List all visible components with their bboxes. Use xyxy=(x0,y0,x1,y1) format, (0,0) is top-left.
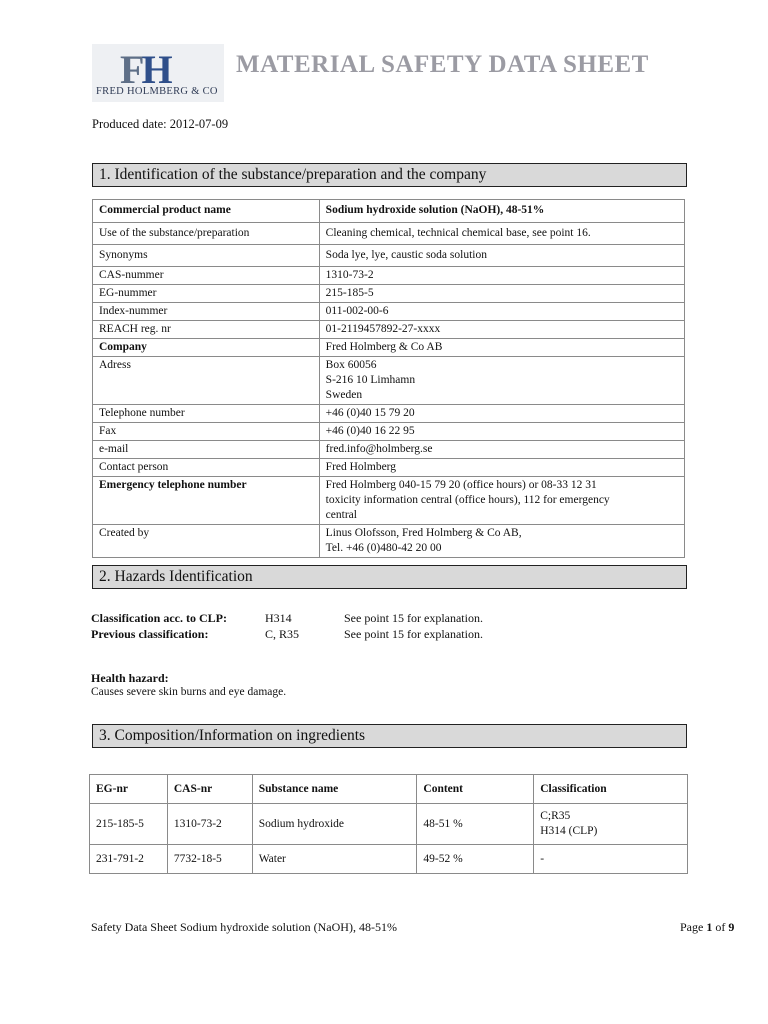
identification-label: Index-nummer xyxy=(93,303,320,321)
composition-row xyxy=(90,804,688,845)
previous-classification-label: Previous classification: xyxy=(91,627,209,641)
composition-header-row xyxy=(90,775,688,804)
identification-label: Fax xyxy=(93,423,320,441)
identification-value: Fred Holmberg & Co AB xyxy=(319,339,684,357)
identification-row xyxy=(93,223,685,245)
identification-row xyxy=(93,339,685,357)
identification-value: 01-2119457892-27-xxxx xyxy=(319,321,684,339)
identification-row xyxy=(93,357,685,405)
clp-classification-code: H314 xyxy=(265,611,292,625)
identification-row xyxy=(93,267,685,285)
footer-document-name: Safety Data Sheet Sodium hydroxide solution (NaOH), 48-51% xyxy=(91,920,397,934)
identification-label: Commercial product name xyxy=(93,200,320,223)
identification-value: 215-185-5 xyxy=(319,285,684,303)
identification-label: REACH reg. nr xyxy=(93,321,320,339)
health-hazard-label: Health hazard: xyxy=(91,671,169,685)
identification-label: EG-nummer xyxy=(93,285,320,303)
composition-cell: Sodium hydroxide xyxy=(252,804,417,845)
previous-classification-code: C, R35 xyxy=(265,627,300,641)
composition-cell: 231-791-2 xyxy=(90,845,168,874)
identification-row xyxy=(93,477,685,525)
identification-value: 1310-73-2 xyxy=(319,267,684,285)
identification-row xyxy=(93,285,685,303)
composition-cell: - xyxy=(534,845,688,874)
identification-table xyxy=(92,199,685,558)
identification-label: Telephone number xyxy=(93,405,320,423)
health-hazard-text: Causes severe skin burns and eye damage. xyxy=(91,686,287,698)
composition-column-header: Classification xyxy=(534,775,688,804)
identification-value: Box 60056 S-216 10 Limhamn Sweden xyxy=(319,357,684,405)
identification-value: Cleaning chemical, technical chemical base, see point 16. xyxy=(319,223,684,245)
identification-row xyxy=(93,405,685,423)
identification-label: Created by xyxy=(93,525,320,558)
footer-page-number: Page 1 of 9 xyxy=(680,920,735,934)
document-title: MATERIAL SAFETY DATA SHEET xyxy=(236,51,649,78)
identification-row xyxy=(93,459,685,477)
identification-label: Adress xyxy=(93,357,320,405)
identification-row xyxy=(93,200,685,223)
identification-value: Linus Olofsson, Fred Holmberg & Co AB, Tel. +46 (0)480-42 20 00 xyxy=(319,525,684,558)
composition-cell: 49-52 % xyxy=(417,845,534,874)
composition-column-header: EG-nr xyxy=(90,775,168,804)
identification-row xyxy=(93,245,685,267)
composition-cell: 7732-18-5 xyxy=(167,845,252,874)
composition-table xyxy=(89,774,688,874)
clp-classification-label: Classification acc. to CLP: xyxy=(91,611,227,625)
identification-value: Fred Holmberg xyxy=(319,459,684,477)
section-2-heading: 2. Hazards Identification xyxy=(92,565,687,589)
identification-label: Contact person xyxy=(93,459,320,477)
composition-column-header: Substance name xyxy=(252,775,417,804)
identification-row xyxy=(93,303,685,321)
section-1-heading: 1. Identification of the substance/preparation and the company xyxy=(92,163,687,187)
identification-value: 011-002-00-6 xyxy=(319,303,684,321)
identification-row xyxy=(93,423,685,441)
composition-row xyxy=(90,845,688,874)
section-3-heading: 3. Composition/Information on ingredients xyxy=(92,724,687,748)
identification-label: Synonyms xyxy=(93,245,320,267)
previous-classification-note: See point 15 for explanation. xyxy=(344,627,483,641)
composition-cell: C;R35 H314 (CLP) xyxy=(534,804,688,845)
logo-company-name: FRED HOLMBERG & CO xyxy=(96,86,218,97)
composition-column-header: CAS-nr xyxy=(167,775,252,804)
identification-label: CAS-nummer xyxy=(93,267,320,285)
identification-value: +46 (0)40 16 22 95 xyxy=(319,423,684,441)
identification-value: fred.info@holmberg.se xyxy=(319,441,684,459)
composition-cell: 48-51 % xyxy=(417,804,534,845)
produced-date: Produced date: 2012-07-09 xyxy=(92,117,229,131)
identification-label: Use of the substance/preparation xyxy=(93,223,320,245)
identification-value: Soda lye, lye, caustic soda solution xyxy=(319,245,684,267)
identification-value: Sodium hydroxide solution (NaOH), 48-51% xyxy=(319,200,684,223)
composition-cell: 215-185-5 xyxy=(90,804,168,845)
company-logo xyxy=(92,44,224,102)
composition-cell: 1310-73-2 xyxy=(167,804,252,845)
identification-value: Fred Holmberg 040-15 79 20 (office hours) or 08-33 12 31 toxicity information central (office hours), 112 for emergency central xyxy=(319,477,684,525)
logo-mark: FH xyxy=(120,47,170,92)
clp-classification-note: See point 15 for explanation. xyxy=(344,611,483,625)
identification-value: +46 (0)40 15 79 20 xyxy=(319,405,684,423)
composition-column-header: Content xyxy=(417,775,534,804)
identification-row xyxy=(93,321,685,339)
identification-label: Company xyxy=(93,339,320,357)
identification-label: Emergency telephone number xyxy=(93,477,320,525)
identification-label: e-mail xyxy=(93,441,320,459)
composition-cell: Water xyxy=(252,845,417,874)
identification-row xyxy=(93,525,685,558)
identification-row xyxy=(93,441,685,459)
